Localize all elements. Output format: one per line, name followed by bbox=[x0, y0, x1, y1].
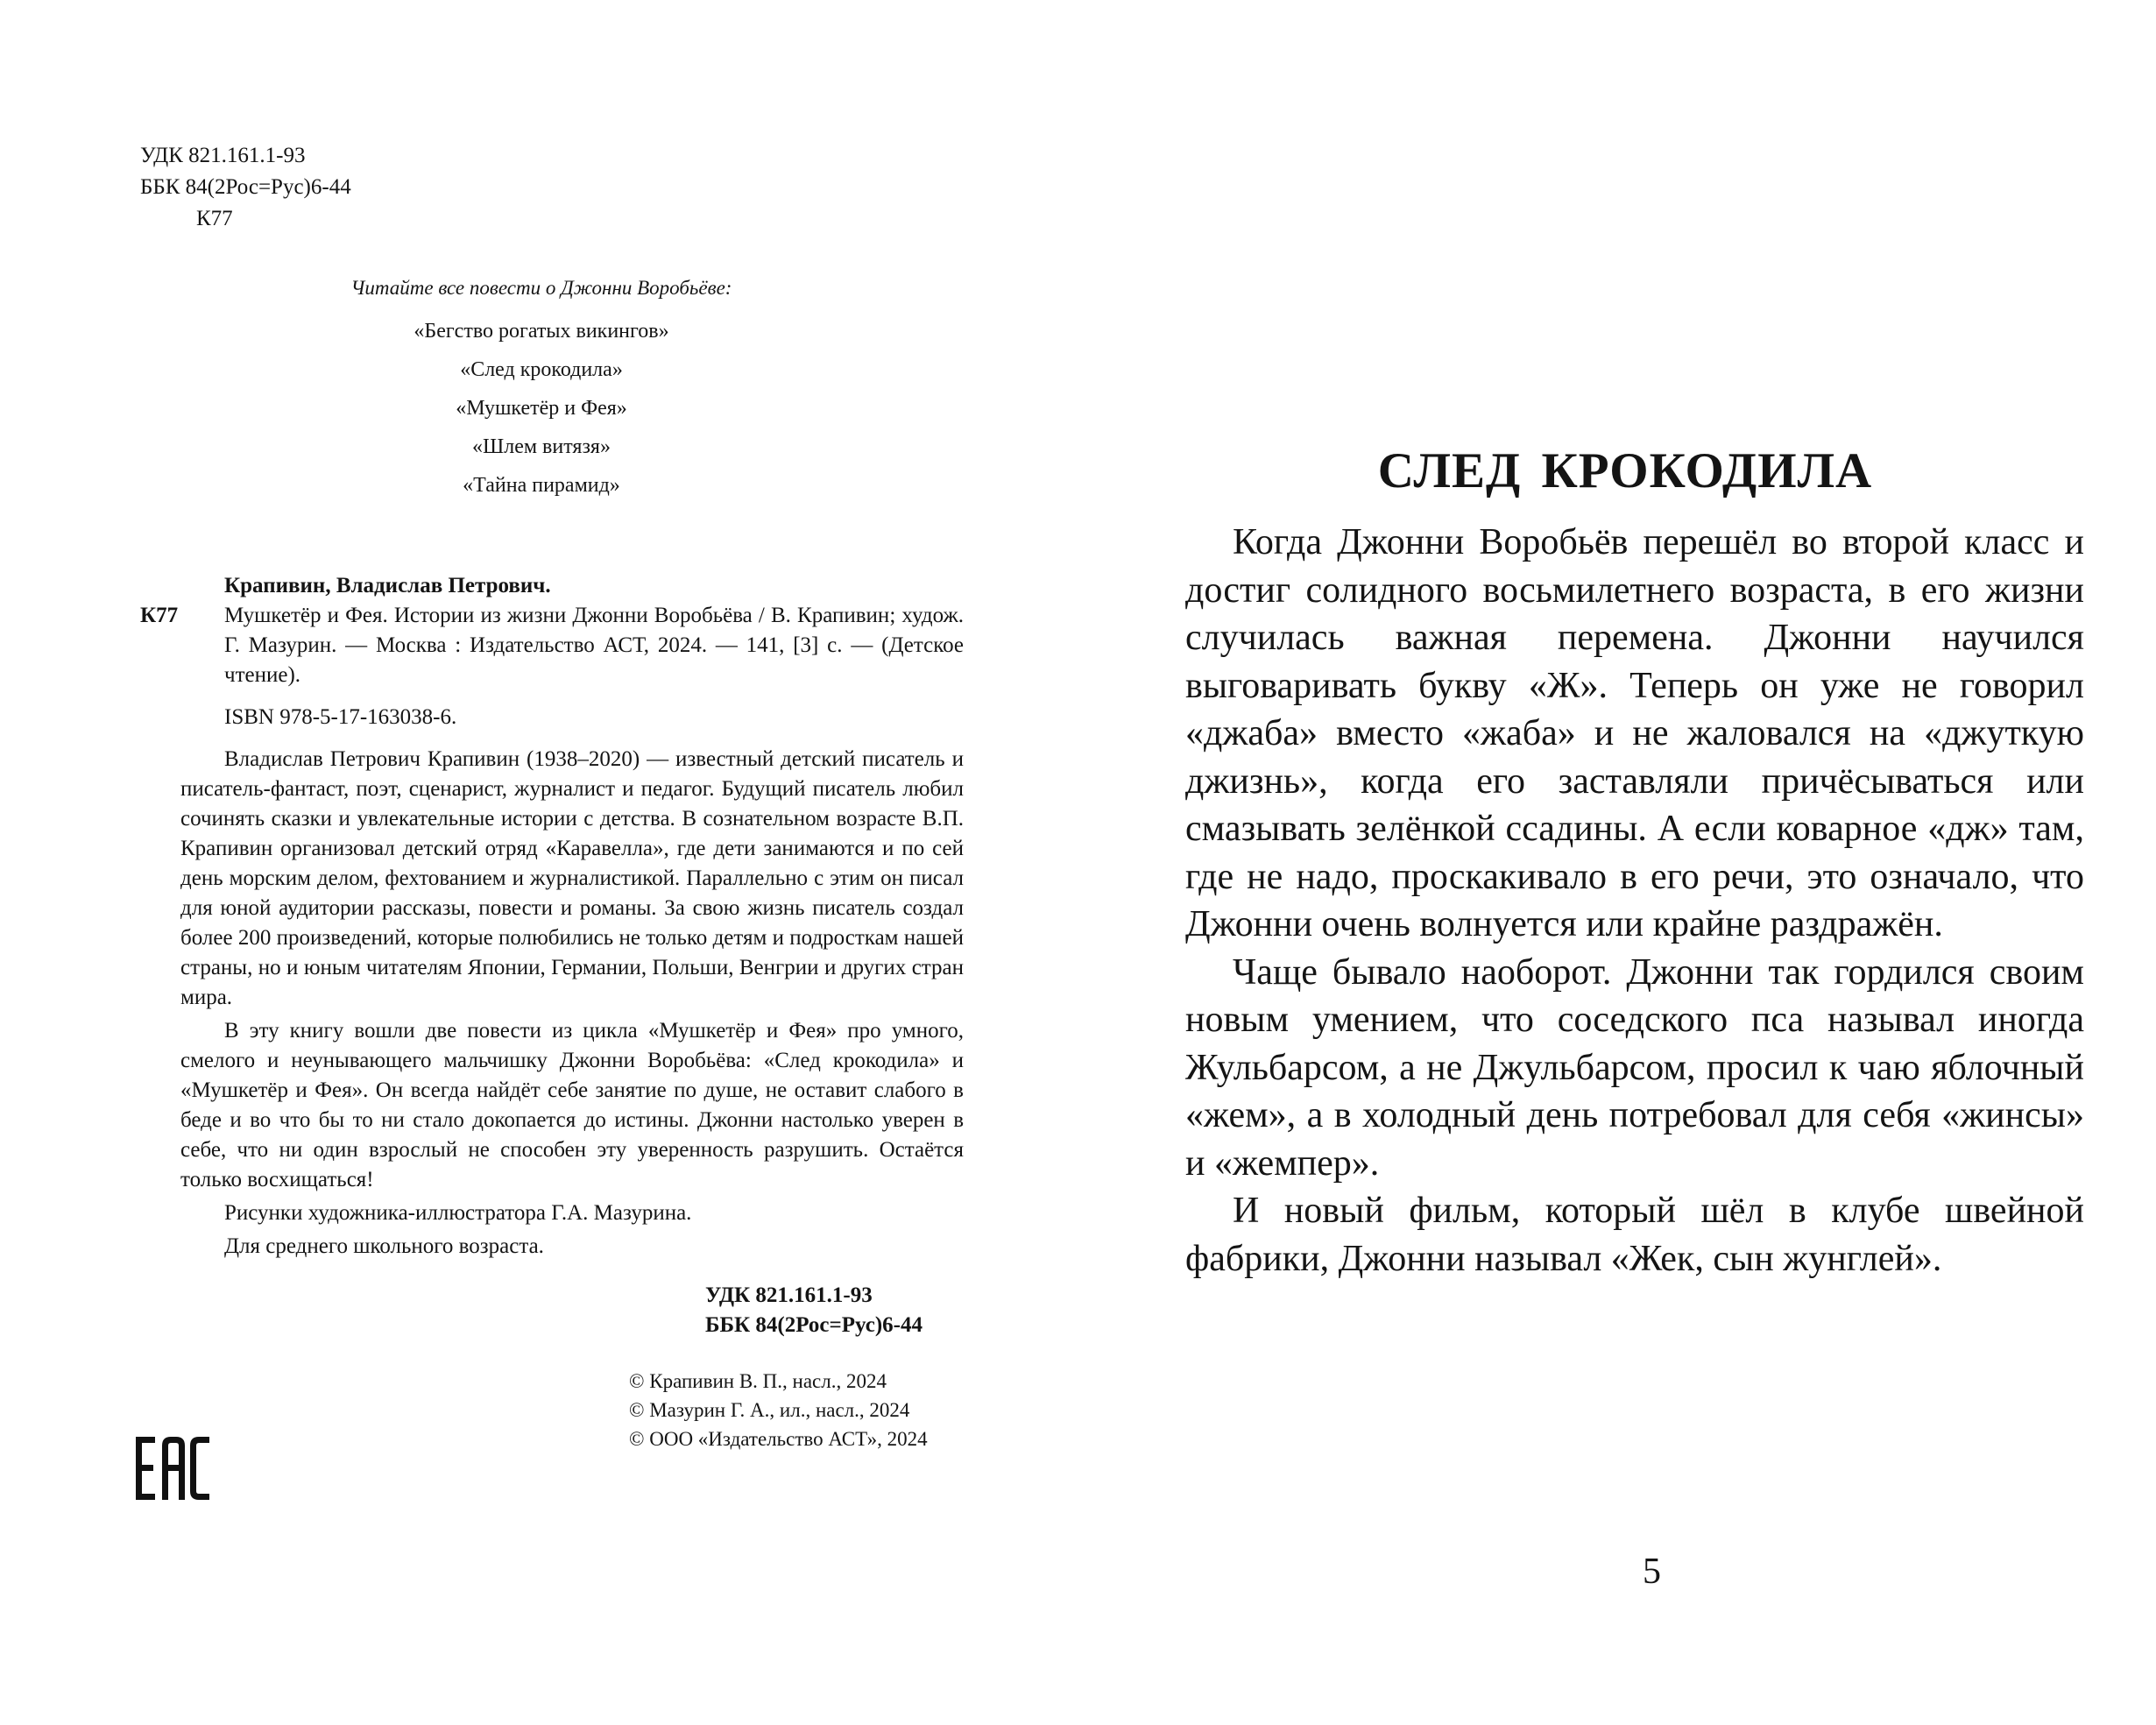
series-title: «Шлем витязя» bbox=[472, 435, 611, 458]
annotation-paragraph: Владислав Петрович Крапивин (1938–2020) — известный детский писатель и писатель-фантаст, поэт, сценарист, журналист и педагог. Будущий писатель любил сочинять сказки и увлекательные истории с детства. В сознательном возрасте В.П. Крапивин организовал детский отряд «Каравелла», где дети занимаются и по сей день морским делом, фехтованием и журналистикой. Параллельно с этим он писал для юной аудитории рассказы, повести и романы. За свою жизнь писатель создал более 200 произведений, которые полюбились не только детям и подросткам нашей страны, но и юным читателям Японии, Германии, Польши, Венгрии и других стран мира. bbox=[180, 747, 964, 1009]
copyright-line: © ООО «Издательство АСТ», 2024 bbox=[629, 1428, 928, 1450]
series-title: «След крокодила» bbox=[460, 358, 623, 381]
age-note: Для среднего школьного возраста. bbox=[224, 1234, 544, 1258]
bbk-code: ББК 84(2Рос=Рус)6-44 bbox=[140, 175, 351, 199]
text-paragraph: Когда Джонни Воробьёв перешёл во второй класс и достиг солидного восьмилетнего возраста, в его жизни случилась важная перемена. Джонни научился выговаривать букву «Ж». Теперь он уже не говорил «джаба» вместо «жаба» и не жаловался на «джуткую джизнь», когда его заставляли причёсываться или смазывать зелёнкой ссадины. А если коварное «дж» там, где не надо, проскакивало в его речи, это означало, что Джонни очень волнуется или крайне раздражён. bbox=[1185, 522, 2084, 944]
eac-mark-icon bbox=[136, 1437, 209, 1500]
udk-code: УДК 821.161.1-93 bbox=[705, 1283, 873, 1307]
series-title: «Тайна пирамид» bbox=[463, 474, 620, 497]
catalog-mark: К77 bbox=[140, 604, 179, 627]
chapter-title: СЛЕД КРОКОДИЛА bbox=[1377, 443, 1873, 498]
udk-code: УДК 821.161.1-93 bbox=[140, 144, 306, 167]
catalog-card bbox=[140, 571, 964, 1453]
classification-codes bbox=[140, 140, 351, 235]
isbn: ISBN 978-5-17-163038-6. bbox=[224, 705, 457, 729]
catalog-author: Крапивин, Владислав Петрович. bbox=[224, 574, 551, 597]
text-paragraph: Чаще бывало наоборот. Джонни так гордился своим новым умением, что соседского пса называл иногда Жульбарсом, а не Джульбарсом, просил к чаю яблочный «жем», а в холодный день потребовал для себя «жинсы» и «жемпер». bbox=[1185, 951, 2084, 1184]
copyright-block bbox=[629, 1367, 964, 1453]
page-number: 5 bbox=[1643, 1552, 1661, 1592]
copyright-line: © Крапивин В. П., насл., 2024 bbox=[629, 1370, 887, 1392]
series-heading: Читайте все повести о Джонни Воробьёве: bbox=[350, 277, 732, 299]
series-title: «Бегство рогатых викингов» bbox=[414, 320, 669, 343]
series-title: «Мушкетёр и Фея» bbox=[456, 397, 627, 420]
annotation bbox=[180, 745, 964, 1262]
bbk-code: ББК 84(2Рос=Рус)6-44 bbox=[705, 1313, 922, 1337]
author-mark: К77 bbox=[196, 207, 233, 230]
illustrations-note: Рисунки художника-иллюстратора Г.А. Мазурина. bbox=[224, 1201, 692, 1225]
series-list bbox=[210, 277, 873, 505]
classification-codes-bottom bbox=[705, 1281, 964, 1340]
text-paragraph: И новый фильм, который шёл в клубе швейной фабрики, Джонни называл «Жек, сын жунглей». bbox=[1185, 1191, 2084, 1279]
right-page bbox=[1078, 0, 2156, 1725]
catalog-description: Мушкетёр и Фея. Истории из жизни Джонни Воробьёва / В. Крапивин; худож. Г. Мазурин. — Москва : Издательство АСТ, 2024. — 141, [3] с. — (Детское чтение). bbox=[224, 604, 964, 687]
copyright-line: © Мазурин Г. А., ил., насл., 2024 bbox=[629, 1399, 910, 1421]
annotation-paragraph: В эту книгу вошли две повести из цикла «Мушкетёр и Фея» про умного, смелого и неунывающего мальчишку Джонни Воробьёва: «След крокодила» и «Мушкетёр и Фея». Он всегда найдёт себе занятие по душе, не оставит слабого в беде и во что бы то ни стало докопается до истины. Джонни настолько уверен в себе, что ни один взрослый не способен эту уверенность разрушить. Остаётся только восхищаться! bbox=[180, 1019, 964, 1191]
chapter-text bbox=[1185, 519, 2084, 1283]
